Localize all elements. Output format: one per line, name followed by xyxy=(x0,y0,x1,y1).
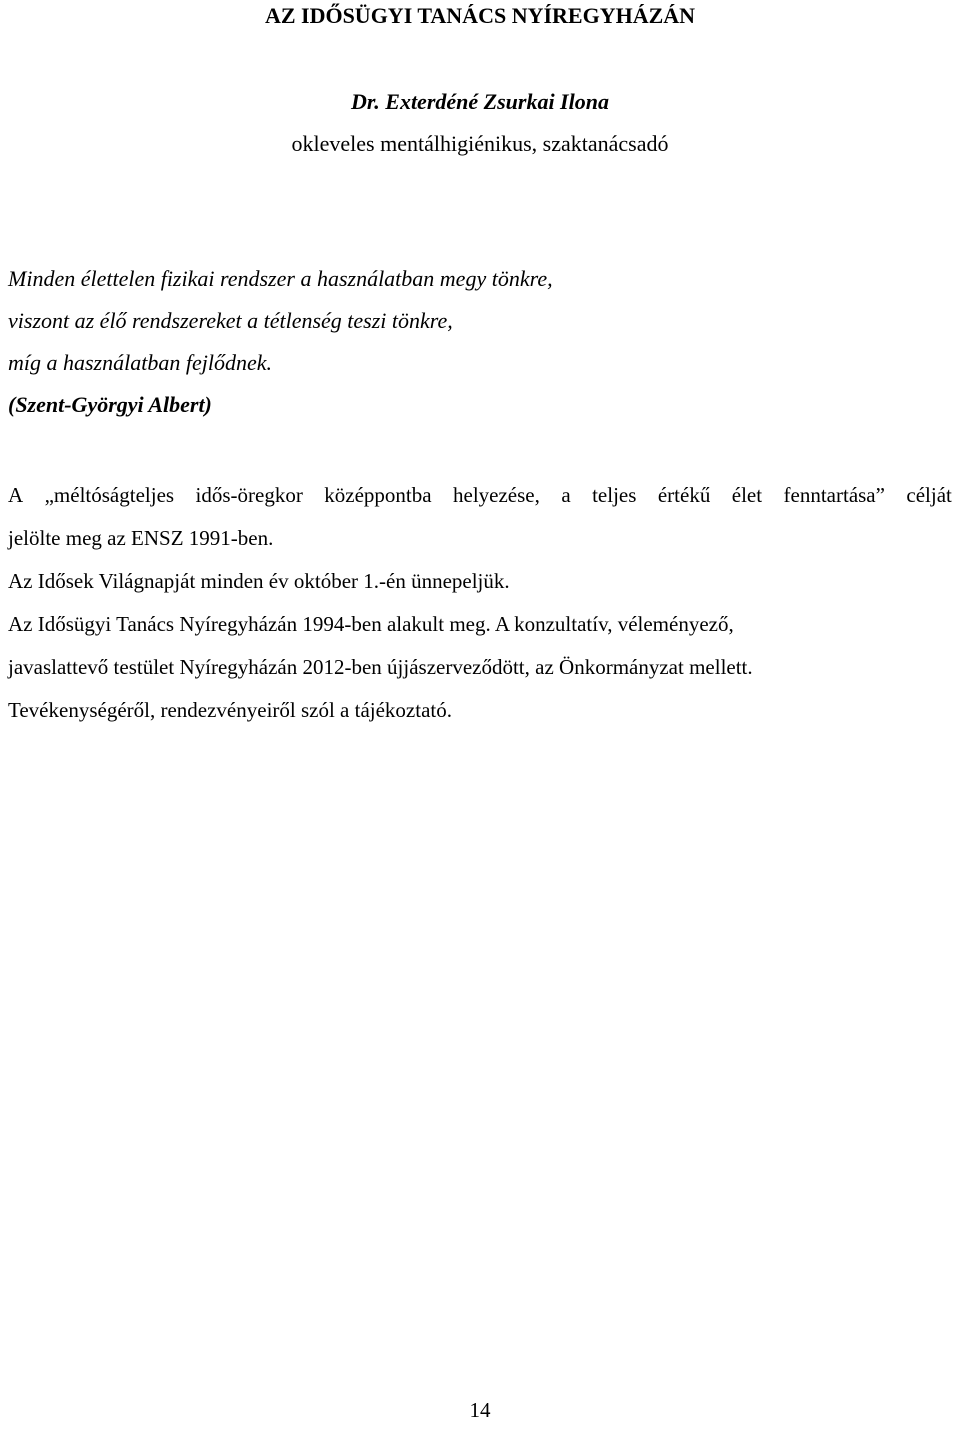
paragraph-3-line-3: Tevékenységéről, rendezvényeiről szól a tájékoztató. xyxy=(8,698,452,722)
quote-line: míg a használatban fejlődnek. xyxy=(8,350,272,375)
paragraph-2: Az Idősek Világnapját minden év október 1.-én ünnepeljük. xyxy=(8,569,510,593)
author-name: Dr. Exterdéné Zsurkai Ilona xyxy=(351,89,609,114)
body-text xyxy=(8,474,952,732)
page-number: 14 xyxy=(469,1398,491,1422)
quote-source: (Szent-Györgyi Albert) xyxy=(8,392,212,417)
quote-line: Minden élettelen fizikai rendszer a használatban megy tönkre, xyxy=(8,266,553,291)
page-title: AZ IDŐSÜGYI TANÁCS NYÍREGYHÁZÁN xyxy=(264,3,696,28)
author-role: okleveles mentálhigiénikus, szaktanácsadó xyxy=(291,131,669,156)
quote-line: viszont az élő rendszereket a tétlenség teszi tönkre, xyxy=(8,308,453,333)
paragraph-1-line-1: A „méltóságteljes idős-öregkor középpontba helyezése, a teljes értékű élet fenntartása” célját xyxy=(8,483,952,507)
paragraph-3-line-1: Az Idősügyi Tanács Nyíregyházán 1994-ben alakult meg. A konzultatív, véleményező, xyxy=(8,612,734,636)
paragraph-1-line-2: jelölte meg az ENSZ 1991-ben. xyxy=(8,526,274,550)
motto-quote xyxy=(8,258,948,426)
paragraph-3-line-2: javaslattevő testület Nyíregyházán 2012-ben újjászerveződött, az Önkormányzat mellett. xyxy=(8,655,753,679)
